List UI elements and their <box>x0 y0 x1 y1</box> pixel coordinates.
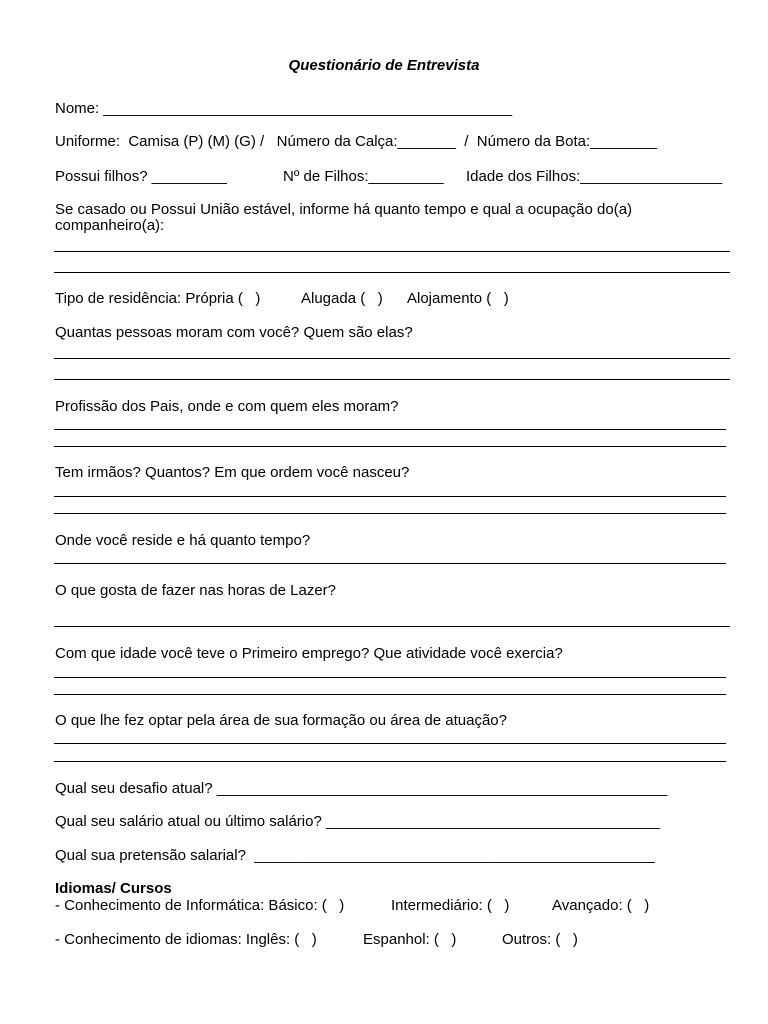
field-salario: Qual seu salário atual ou último salário? ________________________________________ <box>55 813 660 830</box>
answer-line <box>54 563 726 564</box>
field-irmaos: Tem irmãos? Quantos? Em que ordem você nasceu? <box>55 464 410 481</box>
field-idade-filhos: Idade dos Filhos:_________________ <box>466 168 723 185</box>
answer-line <box>54 677 726 678</box>
idiomas-heading: Idiomas/ Cursos <box>55 880 172 897</box>
field-desafio: Qual seu desafio atual? ______________________________________________________ <box>55 780 668 797</box>
field-idiomas-espanhol: Espanhol: ( ) <box>363 931 457 948</box>
field-idiomas-outros: Outros: ( ) <box>502 931 578 948</box>
field-informatica-basico: - Conhecimento de Informática: Básico: ( ) <box>55 897 345 914</box>
answer-line <box>54 251 730 252</box>
field-pais: Profissão dos Pais, onde e com quem eles moram? <box>55 398 399 415</box>
field-pessoas: Quantas pessoas moram com você? Quem são elas? <box>55 324 413 341</box>
field-casado-line2: companheiro(a): <box>55 217 165 234</box>
answer-line <box>54 379 730 380</box>
field-residencia-alojamento: Alojamento ( ) <box>407 290 509 307</box>
field-lazer: O que gosta de fazer nas horas de Lazer? <box>55 582 337 599</box>
answer-line <box>54 626 730 627</box>
answer-line <box>54 761 726 762</box>
answer-line <box>54 513 726 514</box>
field-pretensao: Qual sua pretensão salarial? ________________________________________________ <box>55 847 655 864</box>
field-informatica-intermediario: Intermediário: ( ) <box>391 897 510 914</box>
field-primeiro-emprego: Com que idade você teve o Primeiro emprego? Que atividade você exercia? <box>55 645 563 662</box>
field-casado-line1: Se casado ou Possui União estável, informe há quanto tempo e qual a ocupação do(a) <box>55 201 633 218</box>
document-title: Questionário de Entrevista <box>288 57 480 74</box>
answer-line <box>54 496 726 497</box>
field-residencia-propria: Tipo de residência: Própria ( ) <box>55 290 261 307</box>
answer-line <box>54 743 726 744</box>
field-informatica-avancado: Avançado: ( ) <box>552 897 650 914</box>
field-num-filhos: Nº de Filhos:_________ <box>283 168 444 185</box>
answer-line <box>54 429 726 430</box>
field-possui-filhos: Possui filhos? _________ <box>55 168 227 185</box>
field-formacao: O que lhe fez optar pela área de sua formação ou área de atuação? <box>55 712 507 729</box>
answer-line <box>54 694 726 695</box>
field-nome: Nome: _________________________________________________ <box>55 100 513 117</box>
field-idiomas-ingles: - Conhecimento de idiomas: Inglês: ( ) <box>55 931 317 948</box>
field-reside: Onde você reside e há quanto tempo? <box>55 532 311 549</box>
answer-line <box>54 272 730 273</box>
answer-line <box>54 446 726 447</box>
field-residencia-alugada: Alugada ( ) <box>301 290 383 307</box>
answer-line <box>54 358 730 359</box>
field-uniforme: Uniforme: Camisa (P) (M) (G) / Número da Calça:_______ / Número da Bota:________ <box>55 133 657 150</box>
